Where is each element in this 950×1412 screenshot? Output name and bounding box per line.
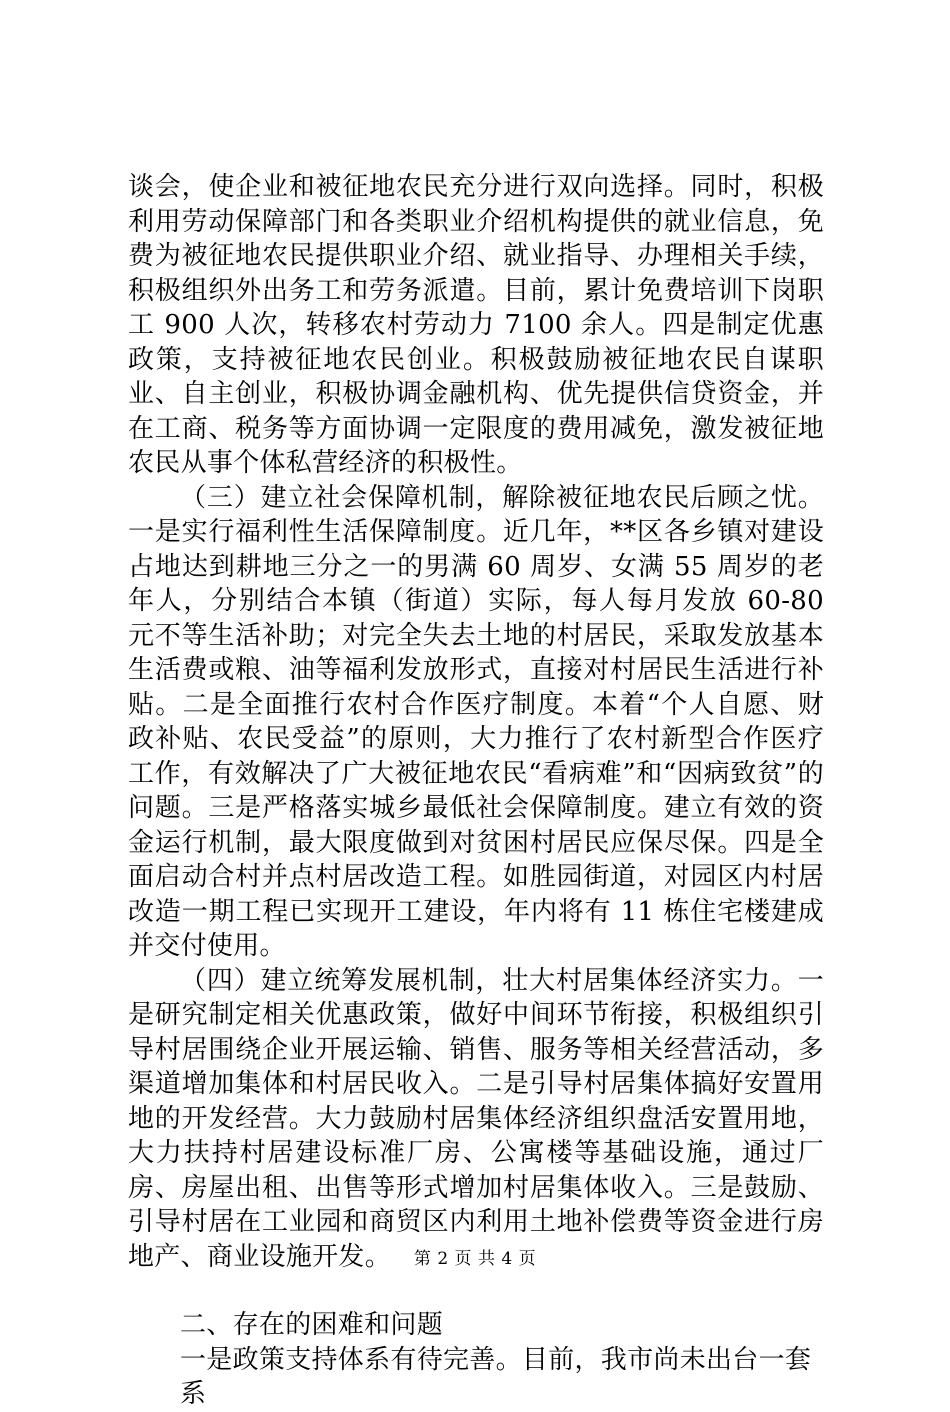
page-number-footer: 第 2 页 共 4 页 xyxy=(413,1249,537,1269)
section-heading: 二、存在的困难和问题 xyxy=(180,1310,444,1340)
paragraph-coordinated-development: （四）建立统筹发展机制，壮大村居集体经济实力。一是研究制定相关优惠政策，做好中间环节衔接，积极组织引导村居围绕企业开展运输、销售、服务等相关经营活动，多渠道增加集体和村居民收入。二是引导村居集体搞好安置用地的开发经营。大力鼓励村居集体经济组织盘活安置用地，大力扶持村居建设标准厂房、公寓楼等基础设施，通过厂房、房屋出租、出售等形式增加村居集体收入。三是鼓励、引导村居在工业园和商贸区内利用土地补偿费等资金进行房地产、商业设施开发。 xyxy=(128,965,824,1272)
paragraph-continued: 谈会，使企业和被征地农民充分进行双向选择。同时，积极利用劳动保障部门和各类职业介绍机构提供的就业信息，免费为被征地农民提供职业介绍、就业指导、办理相关手续，积极组织外出务工和劳务派遣。目前，累计免费培训下岗职工 900 人次，转移农村劳动力 7100 余人。四是制定优惠政策，支持被征地农民创业。积极鼓励被征地农民自谋职业、自主创业，积极协调金融机构、优先提供信贷资金，并在工商、税务等方面协调一定限度的费用减免，激发被征地农民从事个体私营经济的积极性。 xyxy=(128,172,824,478)
document-body xyxy=(128,170,824,1412)
paragraph-social-security: （三）建立社会保障机制，解除被征地农民后顾之忧。一是实行福利性生活保障制度。近几年，**区各乡镇对建设占地达到耕地三分之一的男满 60 周岁、女满 55 周岁的老年人，分别结合本镇（街道）实际，每人每月发放 60-80 元不等生活补助；对完全失去土地的村居民，采取发放基本生活费或粮、油等福利发放形式，直接对村居民生活进行补贴。二是全面推行农村合作医疗制度。本着“个人自愿、财政补贴、农民受益”的原则，大力推行了农村新型合作医疗工作，有效解决了广大被征地农民“看病难”和“因病致贫”的问题。三是严格落实城乡最低社会保障制度。建立有效的资金运行机制，最大限度做到对贫困村居民应保尽保。四是全面启动合村并点村居改造工程。如胜园街道，对园区内村居改造一期工程已实现开工建设，年内将有 11 栋住宅楼建成并交付使用。 xyxy=(128,482,824,961)
paragraph-policy-support: 一是政策支持体系有待完善。目前，我市尚未出台一套系 xyxy=(180,1344,812,1409)
